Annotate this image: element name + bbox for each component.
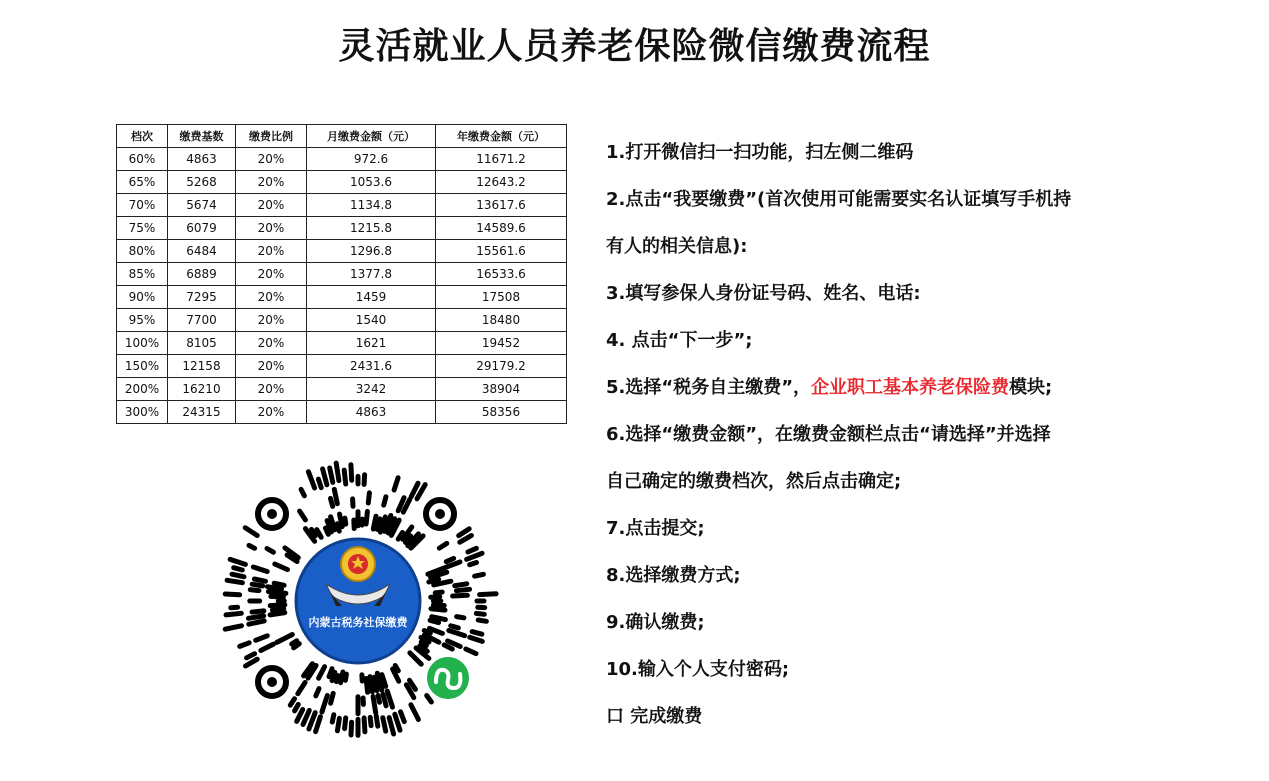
table-row xyxy=(117,240,567,263)
qr-module xyxy=(225,594,239,595)
cell-grade: 90% xyxy=(117,286,168,309)
cell-rate: 20% xyxy=(236,217,307,240)
cell-rate: 20% xyxy=(236,355,307,378)
qr-module xyxy=(232,574,244,577)
qr-module xyxy=(252,584,263,586)
step-3: 3.填写参保人身份证号码、姓名、电话: xyxy=(606,283,921,304)
qr-module xyxy=(226,613,241,615)
qr-module xyxy=(410,653,421,664)
qr-module xyxy=(267,549,273,553)
qr-module xyxy=(341,672,343,683)
col-header-yearly: 年缴费金额（元） xyxy=(436,125,567,148)
cell-grade: 65% xyxy=(117,171,168,194)
table-row xyxy=(117,171,567,194)
qr-module xyxy=(230,559,245,564)
cell-base: 4863 xyxy=(168,148,236,171)
cell-base: 8105 xyxy=(168,332,236,355)
qr-module xyxy=(322,696,327,713)
col-header-rate: 缴费比例 xyxy=(236,125,307,148)
cell-base: 5674 xyxy=(168,194,236,217)
qr-module xyxy=(451,626,459,628)
cell-monthly: 1296.8 xyxy=(307,240,436,263)
step-8: 8.选择缴费方式; xyxy=(606,565,741,586)
step-4: 4. 点击“下一步”; xyxy=(606,330,753,351)
qr-module xyxy=(297,710,303,722)
step-6-line1: 6.选择“缴费金额”，在缴费金额栏点击“请选择”并选择 xyxy=(606,424,1051,445)
qr-module xyxy=(240,643,250,647)
cell-rate: 20% xyxy=(236,378,307,401)
cell-yearly: 38904 xyxy=(436,378,567,401)
qr-module xyxy=(435,592,442,593)
table-row xyxy=(117,355,567,378)
qr-module xyxy=(459,529,470,536)
payment-steps xyxy=(606,138,1226,749)
qr-code-graphic xyxy=(212,456,502,746)
cell-yearly: 17508 xyxy=(436,286,567,309)
step-5-suffix: 模块; xyxy=(1009,377,1053,398)
step-2-line1: 2.点击“我要缴费”(首次使用可能需要实名认证填写手机持 xyxy=(606,189,1072,210)
wechat-mini-program-icon xyxy=(426,656,470,700)
cell-yearly: 18480 xyxy=(436,309,567,332)
cell-monthly: 1215.8 xyxy=(307,217,436,240)
qr-module xyxy=(470,637,483,641)
table-row xyxy=(117,401,567,424)
qr-eye-bottom xyxy=(258,668,286,696)
qr-module xyxy=(439,543,447,548)
qr-module xyxy=(316,717,321,732)
qr-module xyxy=(394,478,398,490)
table-row xyxy=(117,309,567,332)
qr-module xyxy=(277,635,293,643)
cell-rate: 20% xyxy=(236,240,307,263)
qr-module xyxy=(336,463,339,481)
cell-yearly: 11671.2 xyxy=(436,148,567,171)
cell-rate: 20% xyxy=(236,309,307,332)
cell-yearly: 13617.6 xyxy=(436,194,567,217)
qr-module xyxy=(466,649,476,654)
qr-module xyxy=(376,716,378,726)
qr-module xyxy=(308,472,314,488)
cell-monthly: 972.6 xyxy=(307,148,436,171)
qr-module xyxy=(351,465,352,481)
qr-module xyxy=(383,718,386,732)
qr-module xyxy=(430,620,439,622)
cell-grade: 200% xyxy=(117,378,168,401)
qr-module xyxy=(249,621,264,624)
cell-base: 5268 xyxy=(168,171,236,194)
cell-monthly: 2431.6 xyxy=(307,355,436,378)
qr-module xyxy=(364,475,365,485)
cell-yearly: 58356 xyxy=(436,401,567,424)
qr-module xyxy=(227,580,242,582)
cell-base: 6889 xyxy=(168,263,236,286)
cell-grade: 150% xyxy=(117,355,168,378)
qr-module xyxy=(225,626,241,629)
qr-module xyxy=(270,605,285,606)
cell-rate: 20% xyxy=(236,286,307,309)
table-header-row xyxy=(117,125,567,148)
table-row xyxy=(117,332,567,355)
cell-rate: 20% xyxy=(236,194,307,217)
qr-module xyxy=(345,518,346,524)
qr-module xyxy=(455,584,467,586)
qr-center-text: 内蒙古税务社保缴费 xyxy=(308,616,408,629)
qr-module xyxy=(234,568,243,570)
qr-module xyxy=(292,641,297,644)
qr-module xyxy=(431,597,440,598)
qr-module xyxy=(368,493,369,503)
qr-module xyxy=(345,674,346,680)
qr-module xyxy=(261,644,274,650)
cell-monthly: 1134.8 xyxy=(307,194,436,217)
cell-rate: 20% xyxy=(236,332,307,355)
cell-monthly: 1459 xyxy=(307,286,436,309)
step-11: 口 完成缴费 xyxy=(606,706,703,727)
qr-module xyxy=(271,596,284,597)
cell-grade: 85% xyxy=(117,263,168,286)
qr-module xyxy=(249,616,264,618)
table-row xyxy=(117,286,567,309)
qr-module xyxy=(250,590,259,591)
cell-yearly: 16533.6 xyxy=(436,263,567,286)
qr-module xyxy=(472,632,482,635)
contribution-table xyxy=(116,124,567,424)
qr-module xyxy=(268,592,286,594)
qr-module xyxy=(457,617,464,618)
qr-module xyxy=(366,511,367,524)
qr-module xyxy=(301,489,304,495)
qr-module xyxy=(427,696,432,703)
qr-module xyxy=(275,564,288,570)
qr-module xyxy=(383,694,386,706)
qr-module xyxy=(456,589,469,590)
cell-monthly: 1377.8 xyxy=(307,263,436,286)
qr-module xyxy=(331,498,333,506)
cell-rate: 20% xyxy=(236,148,307,171)
qr-module xyxy=(431,609,445,610)
qr-module xyxy=(247,654,255,658)
cell-base: 6079 xyxy=(168,217,236,240)
qr-module xyxy=(395,714,400,730)
cell-grade: 80% xyxy=(117,240,168,263)
cell-monthly: 1621 xyxy=(307,332,436,355)
qr-module xyxy=(344,470,346,484)
qr-module xyxy=(290,699,294,706)
qr-module xyxy=(249,545,255,548)
table-row xyxy=(117,378,567,401)
qr-module xyxy=(389,718,393,734)
qr-module xyxy=(274,583,284,585)
step-7: 7.点击提交; xyxy=(606,518,705,539)
qr-module xyxy=(330,468,333,482)
qr-module xyxy=(316,689,319,696)
col-header-monthly: 月缴费金额（元） xyxy=(307,125,436,148)
qr-module xyxy=(366,679,368,693)
cell-rate: 20% xyxy=(236,171,307,194)
qr-module xyxy=(468,548,477,552)
cell-base: 6484 xyxy=(168,240,236,263)
cell-yearly: 12643.2 xyxy=(436,171,567,194)
cell-grade: 300% xyxy=(117,401,168,424)
qr-module xyxy=(453,595,468,596)
step-6-line2: 自己确定的缴费档次，然后点击确定; xyxy=(606,471,902,492)
cell-yearly: 14589.6 xyxy=(436,217,567,240)
qr-module xyxy=(478,620,486,621)
qr-module xyxy=(480,594,497,595)
qr-module xyxy=(384,497,386,505)
qr-module xyxy=(370,717,371,725)
cell-grade: 70% xyxy=(117,194,168,217)
qr-module xyxy=(295,704,299,711)
qr-module xyxy=(364,718,365,732)
col-header-grade: 档次 xyxy=(117,125,168,148)
step-5 xyxy=(606,373,1226,420)
cell-grade: 60% xyxy=(117,148,168,171)
qr-module xyxy=(378,696,379,703)
qr-module xyxy=(323,469,327,485)
cell-yearly: 29179.2 xyxy=(436,355,567,378)
cell-yearly: 15561.6 xyxy=(436,240,567,263)
table-row xyxy=(117,194,567,217)
step-1: 1.打开微信扫一扫功能，扫左侧二维码 xyxy=(606,142,914,163)
qr-module xyxy=(444,645,452,649)
qr-module xyxy=(334,489,337,503)
qr-module xyxy=(267,587,281,589)
qr-module xyxy=(470,563,477,565)
cell-base: 24315 xyxy=(168,401,236,424)
step-2-line2: 有人的相关信息): xyxy=(606,236,748,257)
step-5-text: 5.选择“税务自主缴费”， xyxy=(606,377,812,398)
cell-yearly: 19452 xyxy=(436,332,567,355)
qr-module xyxy=(319,667,325,679)
table-row xyxy=(117,263,567,286)
mini-program-qr-code[interactable] xyxy=(212,456,502,746)
qr-module xyxy=(298,683,305,694)
qr-module xyxy=(340,514,343,527)
cell-grade: 95% xyxy=(117,309,168,332)
qr-module xyxy=(411,705,419,720)
table-row xyxy=(117,148,567,171)
qr-module xyxy=(254,579,265,581)
qr-module xyxy=(329,669,332,677)
qr-module xyxy=(449,631,465,636)
cell-monthly: 1053.6 xyxy=(307,171,436,194)
qr-module xyxy=(300,511,306,520)
qr-module xyxy=(476,613,484,614)
cell-grade: 100% xyxy=(117,332,168,355)
page-title: 灵活就业人员养老保险微信缴费流程 xyxy=(338,26,931,67)
qr-module xyxy=(331,693,334,703)
step-9: 9.确认缴费; xyxy=(606,612,705,633)
table-row xyxy=(117,217,567,240)
qr-module xyxy=(337,718,339,731)
qr-module xyxy=(336,676,338,682)
step-10: 10.输入个人支付密码; xyxy=(606,659,790,680)
qr-module xyxy=(332,715,334,722)
qr-module xyxy=(345,718,346,729)
qr-module xyxy=(433,605,444,606)
cell-base: 12158 xyxy=(168,355,236,378)
cell-rate: 20% xyxy=(236,263,307,286)
cell-monthly: 3242 xyxy=(307,378,436,401)
qr-module xyxy=(245,528,257,536)
cell-grade: 75% xyxy=(117,217,168,240)
qr-eye-left xyxy=(258,500,286,528)
cell-monthly: 1540 xyxy=(307,309,436,332)
qr-module xyxy=(337,524,339,531)
qr-module xyxy=(374,677,377,690)
qr-module xyxy=(373,697,376,713)
cell-base: 7700 xyxy=(168,309,236,332)
qr-module xyxy=(401,712,405,722)
qr-module xyxy=(270,613,285,615)
qr-module xyxy=(252,611,264,612)
qr-module xyxy=(446,558,453,561)
cell-base: 16210 xyxy=(168,378,236,401)
qr-module xyxy=(272,609,283,610)
qr-module xyxy=(370,677,372,692)
cell-base: 7295 xyxy=(168,286,236,309)
qr-eye-right xyxy=(426,500,454,528)
qr-module xyxy=(256,636,268,641)
qr-module xyxy=(318,479,321,488)
qr-module xyxy=(253,567,267,572)
qr-module xyxy=(475,574,484,576)
qr-module xyxy=(351,722,352,735)
step-5-highlight: 企业职工基本养老保险费 xyxy=(811,377,1010,398)
cell-rate: 20% xyxy=(236,401,307,424)
cell-monthly: 4863 xyxy=(307,401,436,424)
qr-module xyxy=(246,659,258,666)
col-header-base: 缴费基数 xyxy=(168,125,236,148)
